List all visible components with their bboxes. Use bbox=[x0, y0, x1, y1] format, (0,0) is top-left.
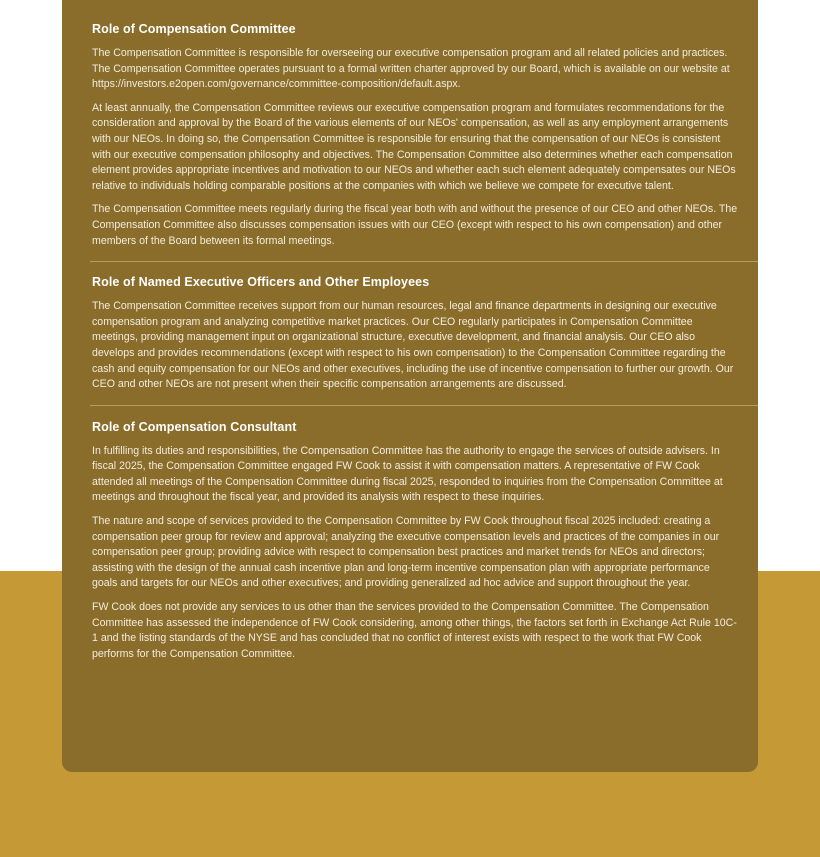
paragraph: The Compensation Committee meets regularly during the fiscal year both with and without the presence of our CEO and other NEOs. The Compensation Committee also discusses compensation issues with our CEO (except with respect to his own compensation) and other members of the Board between its formal meetings. bbox=[92, 203, 738, 247]
paragraph: In fulfilling its duties and responsibilities, the Compensation Committee has the authority to engage the services of outside advisers. In fiscal 2025, the Compensation Committee engaged FW Cook to assist it with compensation matters. A representative of FW Cook attended all meetings of the Compensation Committee during fiscal 2025, responded to inquiries from the Compensation Committee at meetings and throughout the fiscal year, and provided its analysis with respect to these inquiries. bbox=[92, 444, 723, 504]
paragraph: FW Cook does not provide any services to us other than the services provided to the Compensation Committee. The Compensation Committee has assessed the independence of FW Cook considering, among other things, the factors set forth in Exchange Act Rule 10C-1 and the listing standards of the NYSE and has concluded that no conflict of interest exists with respect to the work that FW Cook performs for the Compensation Committee. bbox=[92, 601, 737, 660]
paragraph: The nature and scope of services provided to the Compensation Committee by FW Cook throughout fiscal 2025 included: creating a compensation peer group for review and approval; analyzing the executive compensation levels and practices of the companies in our compensation peer group; providing advice with respect to compensation best practices and market trends for NEOs and directors; assisting with the design of the annual cash incentive plan and long-term incentive compensation plan with appropriate performance goals and targets for our NEOs and other executives; and providing generalized ad hoc advice and support throughout the year. bbox=[92, 515, 720, 590]
section-title: Role of Named Executive Officers and Other Employees bbox=[92, 275, 430, 290]
section-compensation-consultant bbox=[92, 420, 738, 663]
section-compensation-committee bbox=[92, 22, 738, 262]
paragraph: The Compensation Committee is responsible for overseeing our executive compensation program and all related policies and practices. The Compensation Committee operates pursuant to a formal written charter approved by our Board, which is available on our website at https://investors.e2open.com/governance/committee-composition/default.aspx. bbox=[92, 47, 730, 91]
paragraph: At least annually, the Compensation Committee reviews our executive compensation program and formulates recommendations for the consideration and approval by the Board of the various elements of our NEOs' compensation, as well as any employment arrangements with our NEOs. In doing so, the Compensation Committee is responsible for ensuring that the compensation of our NEOs is consistent with our executive compensation philosophy and objectives. The Compensation Committee also determines whether each compensation element provides appropriate incentives and motivation to our NEOs and whether each such element adequately compensates our NEOs relative to individuals holding comparable positions at the companies with which we believe we compete for executive talent. bbox=[92, 101, 736, 192]
section-title: Role of Compensation Consultant bbox=[92, 419, 297, 434]
paragraph: The Compensation Committee receives support from our human resources, legal and finance departments in designing our executive compensation program and analyzing competitive market practices. Our CEO regularly participates in Compensation Committee meetings, providing management input on organizational structure, executive development, and financial analysis. Our CEO also develops and provides recommendations (except with respect to his own compensation) to the Compensation Committee regarding the cash and equity compensation for our NEOs and other executives, including the use of incentive compensation to further our growth. Our CEO and other NEOs are not present when their specific compensation arrangements are discussed. bbox=[92, 300, 734, 391]
section-divider bbox=[90, 405, 758, 406]
governance-panel bbox=[62, 0, 758, 772]
section-named-executive-officers bbox=[92, 275, 738, 406]
section-divider bbox=[90, 261, 758, 262]
section-title: Role of Compensation Committee bbox=[92, 22, 296, 36]
